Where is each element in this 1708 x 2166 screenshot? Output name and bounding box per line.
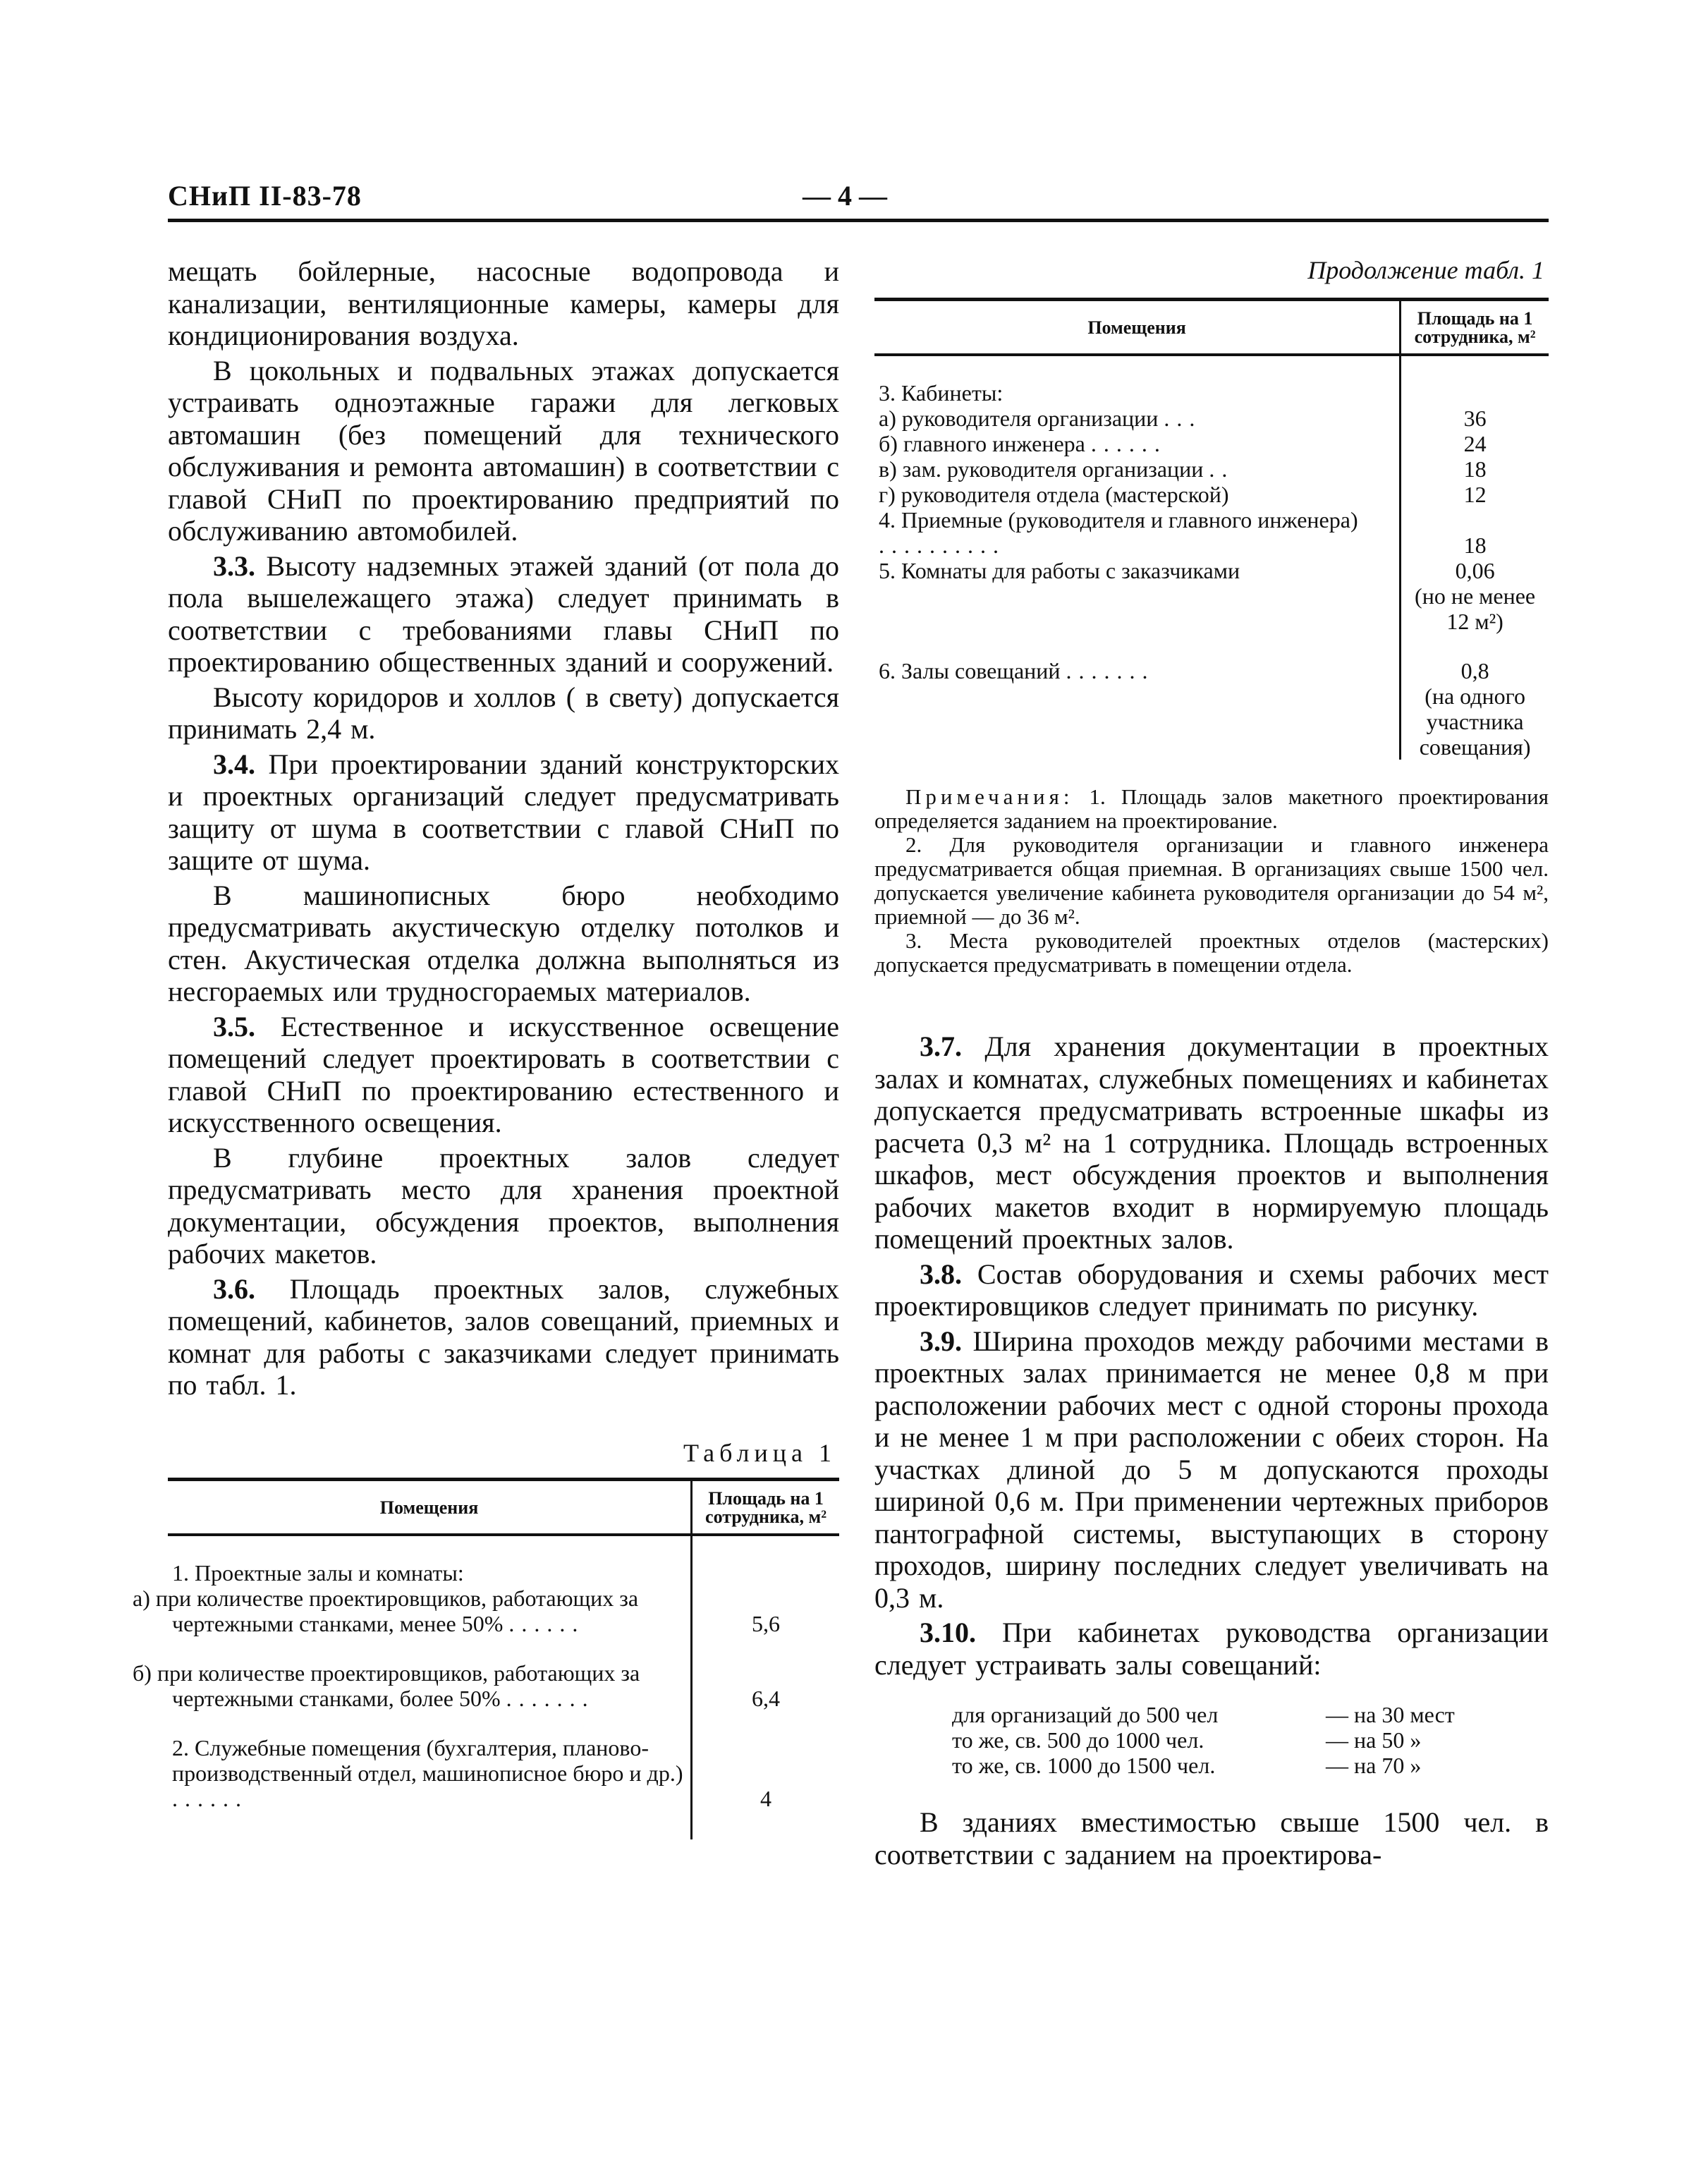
table-row bbox=[168, 1560, 839, 1586]
table-title: Таблица 1 bbox=[683, 1438, 836, 1467]
row-value bbox=[692, 1560, 839, 1586]
row-value: 0,06 (но не менее 12 м²) bbox=[1415, 558, 1536, 634]
clause-3-5 bbox=[168, 1011, 839, 1139]
row-label: 3. Кабинеты: bbox=[874, 380, 1401, 406]
table-notes bbox=[874, 785, 1549, 977]
clause-3-7 bbox=[874, 1030, 1549, 1255]
clause-text: Площадь проектных залов, служебных помещений, кабинетов, залов совещаний, приемных и комнат для работы с заказчиками следует принимать по табл. 1. bbox=[168, 1272, 839, 1401]
col-header-room: Помещения bbox=[168, 1479, 692, 1535]
row-value bbox=[1401, 380, 1549, 406]
table-row bbox=[874, 406, 1549, 431]
row-value: 36 bbox=[1463, 406, 1487, 431]
table-row bbox=[874, 482, 1549, 507]
row-value: 4 bbox=[760, 1785, 772, 1811]
table-continuation-title: Продолжение табл. 1 bbox=[1307, 256, 1544, 284]
table-row bbox=[168, 1735, 839, 1811]
list-item: то же, св. 1000 до 1500 чел. — на 70 » bbox=[952, 1753, 1422, 1778]
row-label: а) при количестве проектировщиков, работающих за чертежными станками, менее 50% ...... bbox=[168, 1586, 692, 1636]
note-item: 2. Для руководителя организации и главного инженера предусматривается общая приемная. В организациях свыше 1500 чел. допускается увеличение кабинета руководителя организации до 54 м², приемной — до 36 м². bbox=[874, 832, 1549, 929]
page-header bbox=[168, 175, 1549, 224]
right-column bbox=[874, 255, 1549, 1870]
row-label: 5. Комнаты для работы с заказчиками bbox=[874, 558, 1401, 634]
table-row bbox=[874, 380, 1549, 406]
paragraph: мещать бойлерные, насосные водопровода и канализации, вентиляционные камеры, камеры для кондиционирования воздуха. bbox=[168, 255, 839, 351]
clause-3-6 bbox=[168, 1273, 839, 1401]
row-label: б) при количестве проектировщиков, работающих за чертежными станками, более 50% ....... bbox=[168, 1660, 692, 1711]
table-row bbox=[874, 507, 1549, 558]
table-header-row bbox=[874, 300, 1549, 355]
paragraph: В зданиях вместимостью свыше 1500 чел. в соответствии с заданием на проектирова- bbox=[874, 1806, 1549, 1870]
table-1-continuation bbox=[874, 298, 1549, 760]
clause-text: Состав оборудования и схемы рабочих мест проектировщиков следует принимать по рисунку. bbox=[874, 1258, 1549, 1322]
table-1 bbox=[133, 1478, 839, 1839]
clause-3-8 bbox=[874, 1258, 1549, 1322]
table-row bbox=[874, 558, 1549, 634]
clause-text: При кабинетах руководства организации следует устраивать залы совещаний: bbox=[874, 1617, 1549, 1681]
clause-3-10 bbox=[874, 1617, 1549, 1681]
row-value: 12 bbox=[1463, 482, 1487, 507]
row-value: 24 bbox=[1463, 431, 1487, 456]
list-item: то же, св. 500 до 1000 чел. — на 50 » bbox=[952, 1727, 1422, 1753]
row-value: 18 bbox=[1463, 456, 1487, 482]
clause-number: 3.8. bbox=[920, 1258, 962, 1290]
clause-text: При проектировании зданий конструкторских и проектных организаций следует предусматривать защиту от шума в соответствии с главой СНиП по защите от шума. bbox=[168, 748, 839, 876]
clause-text: Ширина проходов между рабочими местами в проектных залах принимается не менее 0,8 м при расположении рабочих мест с одной стороны прохода и не менее 1 м при расположении с обеих сторон. На участках длиной до 5 м допускаются проходы шириной 0,6 м. При применении чертежных приборов пантографной системы, выступающих в сторону проходов, ширину последних следует увеличивать на 0,3 м. bbox=[874, 1325, 1549, 1614]
clause-number: 3.3. bbox=[213, 549, 255, 582]
table-header-row bbox=[168, 1479, 839, 1535]
header-rule bbox=[168, 219, 1549, 222]
row-label: 1. Проектные залы и комнаты: bbox=[168, 1560, 692, 1586]
clause-text: Высоту надземных этажей зданий (от пола до пола вышележащего этажа) следует принимать в соответствии с требованиями главы СНиП по проектированию общественных зданий и сооружений. bbox=[168, 549, 840, 678]
row-label: а) руководителя организации ... bbox=[874, 406, 1401, 431]
list-item: для организаций до 500 чел — на 30 мест bbox=[952, 1702, 1455, 1727]
table-row bbox=[168, 1660, 839, 1711]
meeting-hall-list bbox=[952, 1702, 1549, 1778]
row-label: 6. Залы совещаний ....... bbox=[874, 658, 1401, 760]
row-label: в) зам. руководителя организации .. bbox=[874, 456, 1401, 482]
table-row bbox=[168, 1586, 839, 1636]
paragraph: В цокольных и подвальных этажах допускается устраивать одноэтажные гаражи для легковых автомашин (без помещений для технического обслуживания и ремонта автомашин) в соответствии с главой СНиП по проектированию предприятий по обслуживанию автомобилей. bbox=[168, 354, 839, 547]
col-header-area: Площадь на 1 сотрудника, м² bbox=[692, 1479, 839, 1535]
clause-3-9 bbox=[874, 1325, 1549, 1614]
clause-text: Для хранения документации в проектных залах и комнатах, служебных помещениях и кабинетах допускается предусматривать встроенные шкафы из расчета 0,3 м² на 1 сотрудника. Площадь встроенных шкафов, мест обсуждения проектов и выполнения рабочих макетов входит в нормируемую площадь помещений проектных залов. bbox=[874, 1030, 1549, 1255]
note-item: 3. Места руководителей проектных отделов (мастерских) допускается предусматривать в помещении отдела. bbox=[874, 928, 1549, 977]
row-value: 18 bbox=[1463, 533, 1487, 558]
notes-heading: Примечания: bbox=[905, 784, 1074, 809]
clause-text: Естественное и искусственное освещение помещений следует проектировать в соответствии с главой СНиП по проектированию естественного и искусственного освещения. bbox=[168, 1010, 839, 1138]
note-item: Примечания: 1. Площадь залов макетного проектирования определяется заданием на проектирование. bbox=[874, 784, 1549, 833]
row-label: 4. Приемные (руководителя и главного инженера) .......... bbox=[874, 507, 1401, 558]
row-value: 5,6 bbox=[752, 1610, 781, 1636]
clause-number: 3.9. bbox=[920, 1325, 962, 1357]
clause-number: 3.5. bbox=[213, 1010, 255, 1042]
paragraph: В глубине проектных залов следует предусматривать место для хранения проектной документации, обсуждения проектов, выполнения рабочих макетов. bbox=[168, 1141, 839, 1270]
paragraph: В машинописных бюро необходимо предусматривать акустическую отделку потолков и стен. Акустическая отделка должна выполняться из несгораемых или трудносгораемых материалов. bbox=[168, 879, 839, 1007]
table-row bbox=[874, 456, 1549, 482]
clause-number: 3.10. bbox=[920, 1617, 976, 1648]
col-header-room: Помещения bbox=[874, 300, 1401, 355]
row-label: г) руководителя отдела (мастерской) bbox=[874, 482, 1401, 507]
row-label: 2. Служебные помещения (бухгалтерия, планово-производственный отдел, машинописное бюро и др.) ...... bbox=[168, 1735, 692, 1811]
document-code: СНиП II-83-78 bbox=[168, 180, 362, 212]
row-value: 0,8 (на одного участника совещания) bbox=[1419, 658, 1531, 760]
clause-number: 3.4. bbox=[213, 748, 255, 780]
row-label: б) главного инженера ...... bbox=[874, 431, 1401, 456]
clause-number: 3.6. bbox=[213, 1272, 255, 1305]
clause-number: 3.7. bbox=[920, 1030, 962, 1062]
clause-3-3 bbox=[168, 550, 839, 679]
table-row bbox=[874, 658, 1549, 760]
paragraph: Высоту коридоров и холлов ( в свету) допускается принимать 2,4 м. bbox=[168, 681, 839, 745]
row-value: 6,4 bbox=[752, 1685, 781, 1711]
col-header-area: Площадь на 1 сотрудника, м² bbox=[1401, 300, 1549, 355]
clause-3-4 bbox=[168, 748, 839, 877]
page-number: — 4 — bbox=[803, 180, 887, 212]
table-row bbox=[874, 431, 1549, 456]
left-column bbox=[133, 255, 840, 1839]
